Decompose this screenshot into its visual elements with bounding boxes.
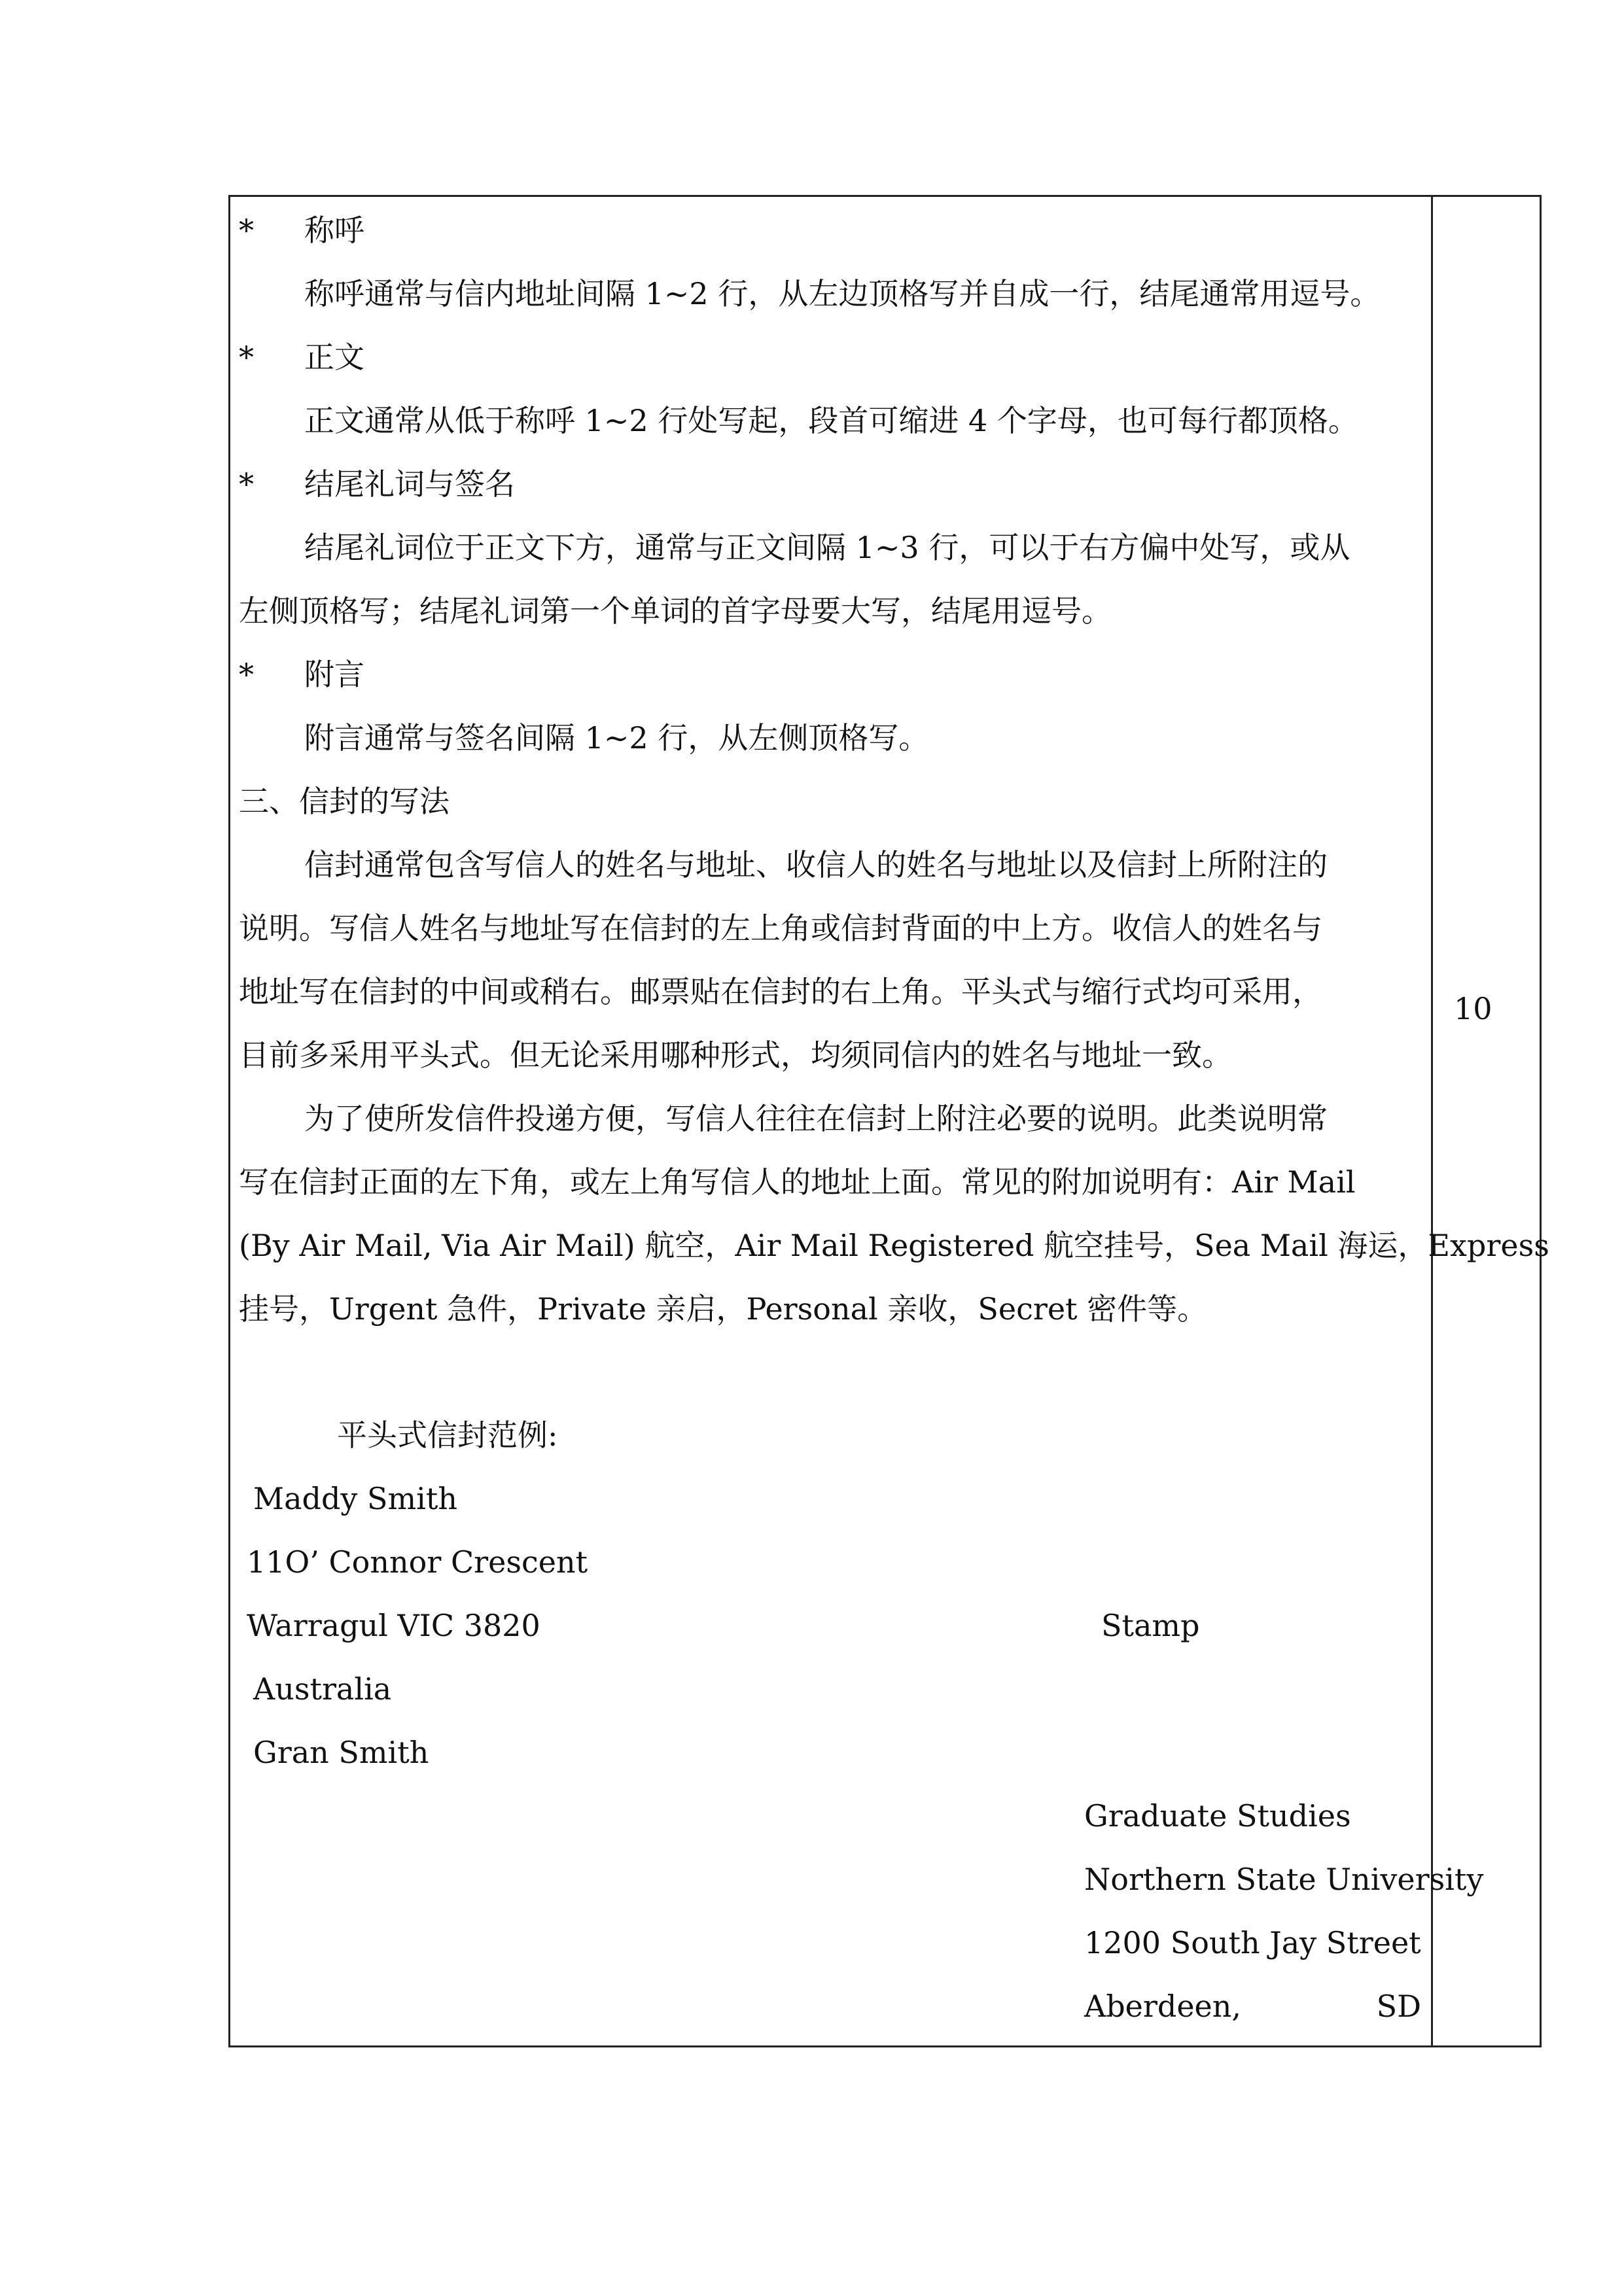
para-line: 写在信封正面的左下角，或左上角写信人的地址上面。常见的附加说明有：Air Mail	[239, 1164, 1356, 1200]
bullet: *	[239, 466, 254, 502]
sender-line: 11O’ Connor Crescent	[247, 1544, 588, 1580]
sender-line: Warragul VIC 3820	[247, 1608, 540, 1643]
text-salutation: 称呼通常与信内地址间隔 1~2 行，从左边顶格写并自成一行，结尾通常用逗号。	[304, 276, 1381, 311]
bullet: *	[239, 213, 254, 248]
bullet: *	[239, 339, 254, 375]
heading-body: 正文	[304, 339, 364, 375]
para-line: 地址写在信封的中间或稍右。邮票贴在信封的右上角。平头式与缩行式均可采用，	[239, 974, 1322, 1009]
heading-envelope: 三、信封的写法	[239, 784, 450, 819]
para-line: 目前多采用平头式。但无论采用哪种形式，均须同信内的姓名与地址一致。	[239, 1037, 1232, 1073]
para-line: 信封通常包含写信人的姓名与地址、收信人的姓名与地址以及信封上所附注的	[304, 847, 1328, 882]
text-closing-line: 左侧顶格写；结尾礼词第一个单词的首字母要大写，结尾用逗号。	[239, 593, 1112, 629]
sender-line: Australia	[253, 1671, 392, 1707]
para-line: 为了使所发信件投递方便，写信人往往在信封上附注必要的说明。此类说明常	[304, 1101, 1328, 1136]
text-closing-line: 结尾礼词位于正文下方，通常与正文间隔 1~3 行，可以于右方偏中处写，或从	[304, 530, 1350, 565]
recipient-line: 1200 South Jay Street	[1084, 1925, 1421, 1960]
text-body: 正文通常从低于称呼 1~2 行处写起，段首可缩进 4 个字母，也可每行都顶格。	[304, 403, 1358, 438]
heading-ps: 附言	[304, 657, 364, 692]
sender-line: Maddy Smith	[253, 1481, 457, 1516]
stamp-label: Stamp	[1101, 1608, 1200, 1643]
sender-line: Gran Smith	[253, 1735, 429, 1770]
recipient-city: Aberdeen,	[1084, 1989, 1242, 2024]
text-ps: 附言通常与签名间隔 1~2 行，从左侧顶格写。	[304, 720, 929, 756]
para-line: 说明。写信人姓名与地址写在信封的左上角或信封背面的中上方。收信人的姓名与	[239, 911, 1322, 946]
recipient-line: Graduate Studies	[1084, 1798, 1351, 1834]
heading-closing: 结尾礼词与签名	[304, 466, 515, 502]
para-line: 挂号，Urgent 急件，Private 亲启，Personal 亲收，Secret 密件等。	[239, 1291, 1208, 1327]
column-divider	[1431, 195, 1433, 2047]
recipient-line: Northern State University	[1084, 1862, 1484, 1897]
bullet: *	[239, 657, 254, 692]
score-value: 10	[1454, 991, 1492, 1026]
heading-salutation: 称呼	[304, 213, 364, 248]
recipient-city-line	[1084, 1987, 1421, 2026]
example-caption: 平头式信封范例:	[337, 1418, 558, 1453]
para-line: (By Air Mail, Via Air Mail) 航空，Air Mail Registered 航空挂号，Sea Mail 海运，Express	[239, 1228, 1549, 1263]
recipient-state: SD	[1376, 1989, 1421, 2024]
